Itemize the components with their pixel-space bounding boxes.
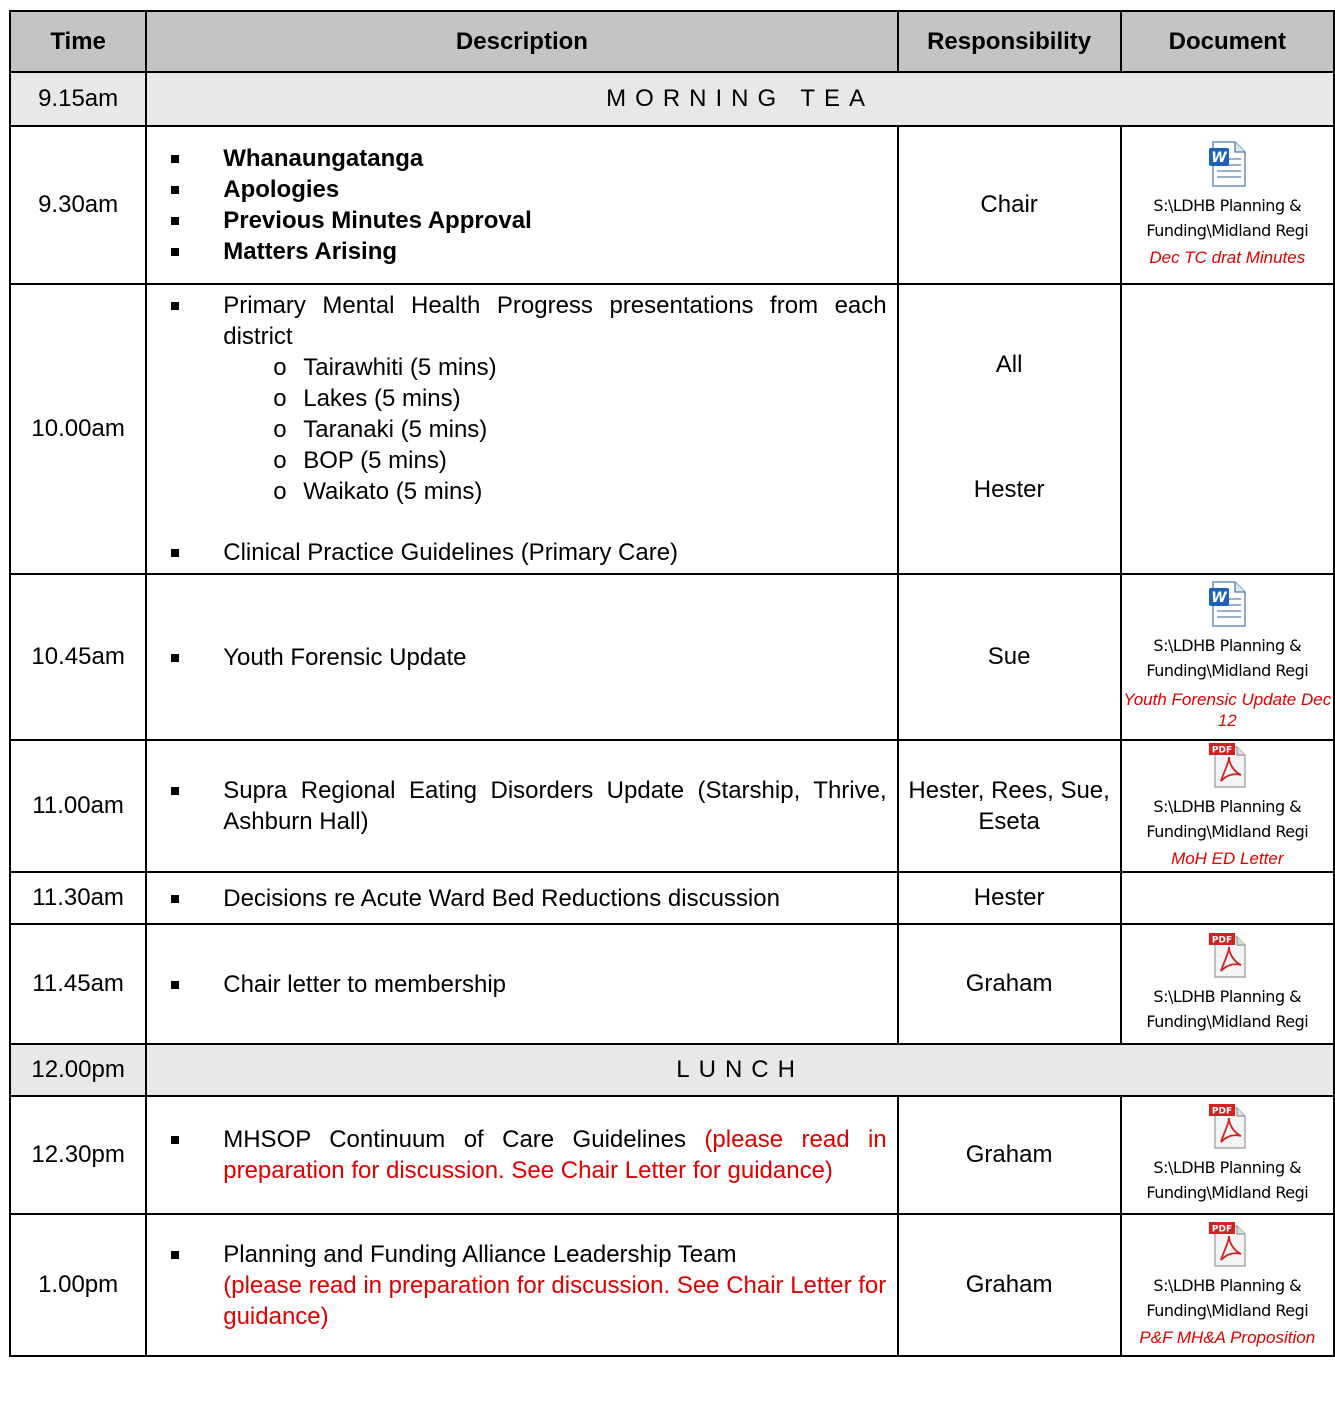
svg-text:PDF: PDF [1212, 935, 1233, 946]
pdf-icon[interactable] [1207, 1102, 1247, 1155]
time-cell: 11.00am [10, 740, 146, 872]
svg-text:PDF: PDF [1212, 1224, 1233, 1234]
agenda-item: MHSOP Continuum of Care Guidelines (please read in preparation for discussion. See Chair Letter for guidance) [167, 1124, 886, 1186]
agenda-item: Chair letter to membership [167, 969, 886, 1000]
word-doc-icon[interactable] [1207, 140, 1247, 193]
time-cell: 10.45am [10, 574, 146, 740]
document-link[interactable]: P&F MH&A Proposition [1139, 1327, 1316, 1347]
document-link[interactable]: Youth Forensic Update Dec 12 [1123, 690, 1332, 730]
header-row [10, 11, 1334, 72]
break-label: MORNING TEA [146, 72, 1334, 126]
document-path[interactable]: S:\LDHB Planning & Funding\Midland Regi [1146, 1275, 1309, 1320]
break-label: LUNCH [146, 1044, 1334, 1096]
agenda-note: (please read in preparation for discussion. See Chair Letter for guidance) [223, 1271, 887, 1330]
description-cell [146, 924, 897, 1044]
document-cell [1121, 872, 1334, 924]
responsibility-name: All [995, 350, 1023, 378]
agenda-row [10, 1044, 1334, 1096]
responsibility-cell: Hester [898, 872, 1121, 924]
svg-text:W: W [1211, 590, 1228, 606]
agenda-row [10, 284, 1334, 574]
agenda-row [10, 924, 1334, 1044]
agenda-row [10, 1214, 1334, 1356]
time-cell: 11.30am [10, 872, 146, 924]
pdf-icon[interactable] [1207, 741, 1247, 794]
document-path[interactable]: S:\LDHB Planning & Funding\Midland Regi [1146, 796, 1309, 841]
time-cell: 9.15am [10, 72, 146, 126]
document-path[interactable]: S:\LDHB Planning & Funding\Midland Regi [1146, 987, 1309, 1031]
responsibility-cell: Graham [898, 1214, 1121, 1356]
sub-item: o Taranaki (5 mins) [273, 414, 886, 445]
description-cell [146, 126, 897, 284]
header-responsibility: Responsibility [898, 11, 1121, 72]
description-cell [146, 1096, 897, 1214]
responsibility-cell: Hester, Rees, Sue, Eseta [898, 740, 1121, 872]
agenda-item: Matters Arising [167, 236, 886, 267]
agenda-row [10, 574, 1334, 740]
sub-item: o Lakes (5 mins) [273, 383, 886, 414]
agenda-item: Youth Forensic Update [167, 642, 886, 673]
svg-text:PDF: PDF [1212, 745, 1233, 755]
responsibility-cell: Graham [898, 1096, 1121, 1214]
responsibility-cell: Chair [898, 126, 1121, 284]
time-cell: 1.00pm [10, 1214, 146, 1356]
word-doc-icon[interactable] [1207, 580, 1247, 633]
header-document: Document [1121, 11, 1334, 72]
agenda-row [10, 740, 1334, 872]
document-cell [1121, 284, 1334, 574]
pdf-icon[interactable] [1207, 931, 1247, 984]
document-link[interactable]: MoH ED Letter [1171, 848, 1284, 868]
responsibility-cell: Graham [898, 924, 1121, 1044]
agenda-item: Supra Regional Eating Disorders Update (Starship, Thrive, Ashburn Hall) [167, 775, 886, 837]
svg-text:PDF: PDF [1212, 1106, 1233, 1117]
agenda-table [9, 10, 1335, 1357]
time-cell: 10.00am [10, 284, 146, 574]
document-path[interactable]: S:\LDHB Planning & Funding\Midland Regi [1146, 1158, 1309, 1202]
agenda-row [10, 72, 1334, 126]
responsibility-name: Hester [973, 475, 1045, 503]
time-cell: 12.30pm [10, 1096, 146, 1214]
time-cell: 9.30am [10, 126, 146, 284]
agenda-item: Decisions re Acute Ward Bed Reductions discussion [167, 883, 886, 914]
responsibility-cell: Sue [898, 574, 1121, 740]
agenda-row [10, 126, 1334, 284]
document-link[interactable]: Dec TC drat Minutes [1149, 247, 1306, 267]
header-time: Time [10, 11, 146, 72]
description-cell [146, 1214, 897, 1356]
time-cell: 11.45am [10, 924, 146, 1044]
document-cell [1121, 924, 1334, 1044]
description-cell [146, 284, 897, 574]
document-cell [1121, 1214, 1334, 1356]
agenda-item: Whanaungatanga [167, 143, 886, 174]
agenda-item: Apologies [167, 174, 886, 205]
document-path[interactable]: S:\LDHB Planning & Funding\Midland Regi [1146, 195, 1309, 240]
description-cell [146, 872, 897, 924]
agenda-item: Clinical Practice Guidelines (Primary Care) [167, 537, 886, 568]
description-cell [146, 574, 897, 740]
document-cell [1121, 1096, 1334, 1214]
header-description: Description [146, 11, 897, 72]
agenda-note: (please read in preparation for discussion. See Chair Letter for guidance) [223, 1126, 887, 1184]
document-cell [1121, 126, 1334, 284]
svg-text:W: W [1211, 149, 1228, 166]
document-cell [1121, 574, 1334, 740]
agenda-item: Primary Mental Health Progress presentations from each district [167, 290, 886, 352]
sub-item: o Waikato (5 mins) [273, 476, 886, 507]
document-cell [1121, 740, 1334, 872]
agenda-row [10, 872, 1334, 924]
agenda-item: Previous Minutes Approval [167, 205, 886, 236]
sub-item: o Tairawhiti (5 mins) [273, 352, 886, 383]
sub-item: o BOP (5 mins) [273, 445, 886, 476]
time-cell: 12.00pm [10, 1044, 146, 1096]
description-cell [146, 740, 897, 872]
document-path[interactable]: S:\LDHB Planning & Funding\Midland Regi [1146, 636, 1309, 680]
pdf-icon[interactable] [1207, 1220, 1247, 1273]
agenda-row [10, 1096, 1334, 1214]
agenda-item: Planning and Funding Alliance Leadership Team (please read in preparation for discussion. See Chair Letter for guidance) [167, 1239, 886, 1332]
responsibility-cell [898, 284, 1121, 574]
